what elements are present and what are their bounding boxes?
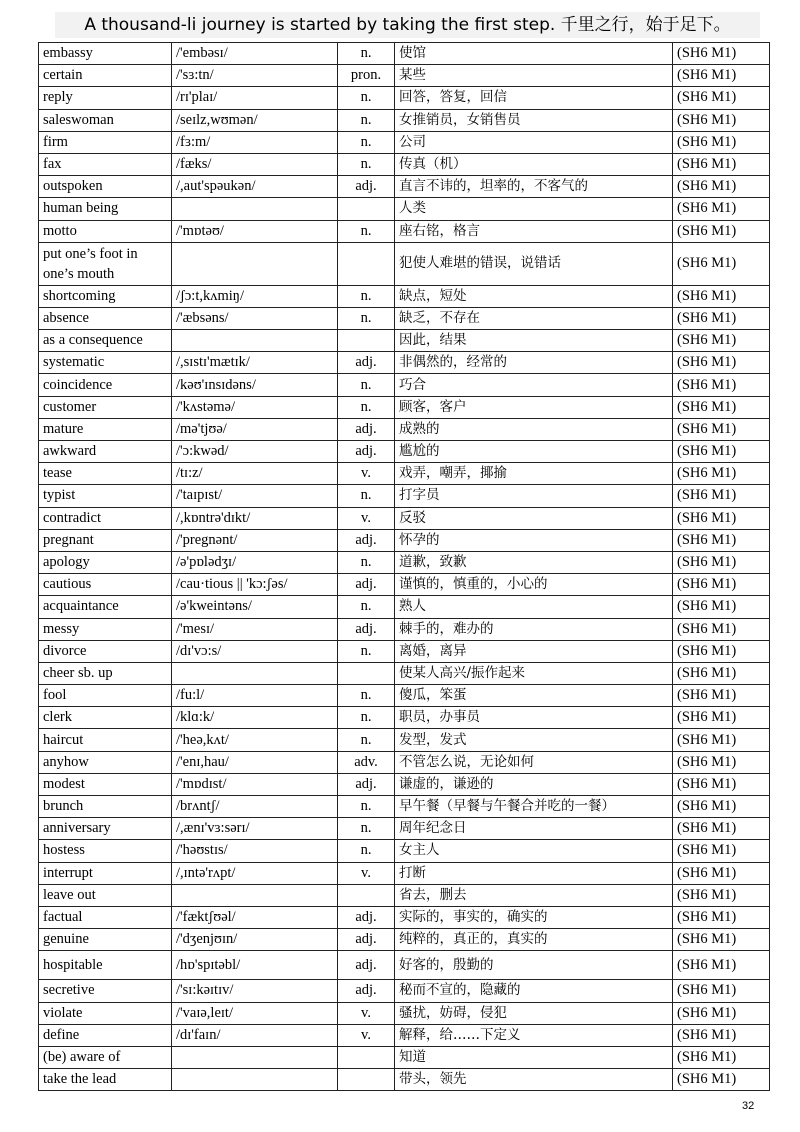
chinese-meaning-cell: 解释，给……下定义 bbox=[395, 1024, 673, 1046]
table-row bbox=[39, 418, 770, 440]
phonetic-cell: /fu:l/ bbox=[172, 685, 338, 707]
phonetic-cell: /ə'pɒlədʒɪ/ bbox=[172, 551, 338, 573]
part-of-speech-cell: adj. bbox=[338, 529, 395, 551]
chinese-meaning-cell: 人类 bbox=[395, 198, 673, 220]
table-row bbox=[39, 951, 770, 980]
part-of-speech-cell: adj. bbox=[338, 418, 395, 440]
source-cell: (SH6 M1) bbox=[673, 485, 770, 507]
source-cell: (SH6 M1) bbox=[673, 1069, 770, 1091]
part-of-speech-cell: v. bbox=[338, 1024, 395, 1046]
source-cell: (SH6 M1) bbox=[673, 618, 770, 640]
table-row bbox=[39, 551, 770, 573]
source-cell: (SH6 M1) bbox=[673, 507, 770, 529]
part-of-speech-cell: n. bbox=[338, 485, 395, 507]
chinese-meaning-cell: 座右铭，格言 bbox=[395, 220, 673, 242]
part-of-speech-cell: n. bbox=[338, 396, 395, 418]
part-of-speech-cell: v. bbox=[338, 463, 395, 485]
source-cell: (SH6 M1) bbox=[673, 1002, 770, 1024]
phonetic-cell bbox=[172, 1069, 338, 1091]
phonetic-cell bbox=[172, 330, 338, 352]
chinese-meaning-cell: 戏弄，嘲弄，揶揄 bbox=[395, 463, 673, 485]
part-of-speech-cell: n. bbox=[338, 87, 395, 109]
source-cell: (SH6 M1) bbox=[673, 285, 770, 307]
chinese-meaning-cell: 成熟的 bbox=[395, 418, 673, 440]
page-number: 32 bbox=[742, 1100, 755, 1112]
phonetic-cell: /cau·tious || 'kɔ:ʃəs/ bbox=[172, 574, 338, 596]
part-of-speech-cell bbox=[338, 1069, 395, 1091]
chinese-meaning-cell: 好客的，殷勤的 bbox=[395, 951, 673, 980]
source-cell: (SH6 M1) bbox=[673, 796, 770, 818]
part-of-speech-cell bbox=[338, 1046, 395, 1068]
word-cell: secretive bbox=[39, 980, 172, 1002]
word-cell: acquaintance bbox=[39, 596, 172, 618]
table-row bbox=[39, 685, 770, 707]
table-row bbox=[39, 153, 770, 175]
source-cell: (SH6 M1) bbox=[673, 929, 770, 951]
source-cell: (SH6 M1) bbox=[673, 242, 770, 285]
table-row bbox=[39, 131, 770, 153]
source-cell: (SH6 M1) bbox=[673, 109, 770, 131]
word-cell: leave out bbox=[39, 884, 172, 906]
phonetic-cell: /mə'tjʊə/ bbox=[172, 418, 338, 440]
word-cell: take the lead bbox=[39, 1069, 172, 1091]
table-row bbox=[39, 485, 770, 507]
source-cell: (SH6 M1) bbox=[673, 951, 770, 980]
word-cell: tease bbox=[39, 463, 172, 485]
chinese-meaning-cell: 回答，答复，回信 bbox=[395, 87, 673, 109]
source-cell: (SH6 M1) bbox=[673, 862, 770, 884]
part-of-speech-cell: n. bbox=[338, 285, 395, 307]
chinese-meaning-cell: 傻瓜，笨蛋 bbox=[395, 685, 673, 707]
table-row bbox=[39, 463, 770, 485]
table-row bbox=[39, 640, 770, 662]
chinese-meaning-cell: 秘而不宣的，隐藏的 bbox=[395, 980, 673, 1002]
chinese-meaning-cell: 打字员 bbox=[395, 485, 673, 507]
part-of-speech-cell: v. bbox=[338, 862, 395, 884]
phonetic-cell: /'dʒenjʊɪn/ bbox=[172, 929, 338, 951]
part-of-speech-cell: n. bbox=[338, 109, 395, 131]
word-cell: modest bbox=[39, 773, 172, 795]
table-row bbox=[39, 330, 770, 352]
chinese-meaning-cell: 纯粹的，真正的，真实的 bbox=[395, 929, 673, 951]
source-cell: (SH6 M1) bbox=[673, 884, 770, 906]
phonetic-cell: /'mɒtəʊ/ bbox=[172, 220, 338, 242]
word-cell: shortcoming bbox=[39, 285, 172, 307]
phonetic-cell bbox=[172, 1046, 338, 1068]
chinese-meaning-cell: 反驳 bbox=[395, 507, 673, 529]
word-cell: typist bbox=[39, 485, 172, 507]
part-of-speech-cell: adj. bbox=[338, 441, 395, 463]
word-cell: haircut bbox=[39, 729, 172, 751]
phonetic-cell bbox=[172, 242, 338, 285]
part-of-speech-cell: n. bbox=[338, 796, 395, 818]
phonetic-cell: /'vaɪə,leɪt/ bbox=[172, 1002, 338, 1024]
word-cell: pregnant bbox=[39, 529, 172, 551]
word-cell: put one’s foot in one’s mouth bbox=[39, 242, 172, 285]
phonetic-cell: /brʌntʃ/ bbox=[172, 796, 338, 818]
word-cell: violate bbox=[39, 1002, 172, 1024]
table-row bbox=[39, 176, 770, 198]
word-cell: systematic bbox=[39, 352, 172, 374]
phonetic-cell: /'pregnənt/ bbox=[172, 529, 338, 551]
chinese-meaning-cell: 顾客，客户 bbox=[395, 396, 673, 418]
word-cell: divorce bbox=[39, 640, 172, 662]
part-of-speech-cell: adj. bbox=[338, 176, 395, 198]
source-cell: (SH6 M1) bbox=[673, 307, 770, 329]
chinese-meaning-cell: 某些 bbox=[395, 65, 673, 87]
source-cell: (SH6 M1) bbox=[673, 1046, 770, 1068]
table-row bbox=[39, 574, 770, 596]
part-of-speech-cell bbox=[338, 330, 395, 352]
source-cell: (SH6 M1) bbox=[673, 198, 770, 220]
word-cell: embassy bbox=[39, 43, 172, 65]
table-row bbox=[39, 884, 770, 906]
table-row bbox=[39, 198, 770, 220]
phonetic-cell: /fæks/ bbox=[172, 153, 338, 175]
part-of-speech-cell bbox=[338, 884, 395, 906]
word-cell: certain bbox=[39, 65, 172, 87]
part-of-speech-cell: n. bbox=[338, 596, 395, 618]
part-of-speech-cell bbox=[338, 198, 395, 220]
phonetic-cell: /,aut'spəukən/ bbox=[172, 176, 338, 198]
table-row bbox=[39, 707, 770, 729]
phonetic-cell: /'embəsɪ/ bbox=[172, 43, 338, 65]
chinese-meaning-cell: 周年纪念日 bbox=[395, 818, 673, 840]
part-of-speech-cell: adj. bbox=[338, 618, 395, 640]
phonetic-cell: /'sɪ:kəɪtɪv/ bbox=[172, 980, 338, 1002]
source-cell: (SH6 M1) bbox=[673, 707, 770, 729]
table-row bbox=[39, 65, 770, 87]
chinese-meaning-cell: 道歉，致歉 bbox=[395, 551, 673, 573]
source-cell: (SH6 M1) bbox=[673, 685, 770, 707]
word-cell: absence bbox=[39, 307, 172, 329]
part-of-speech-cell: adj. bbox=[338, 951, 395, 980]
part-of-speech-cell bbox=[338, 242, 395, 285]
phonetic-cell: /ə'kweintəns/ bbox=[172, 596, 338, 618]
source-cell: (SH6 M1) bbox=[673, 529, 770, 551]
part-of-speech-cell: n. bbox=[338, 131, 395, 153]
part-of-speech-cell: v. bbox=[338, 1002, 395, 1024]
word-cell: outspoken bbox=[39, 176, 172, 198]
chinese-meaning-cell: 离婚，离异 bbox=[395, 640, 673, 662]
part-of-speech-cell: n. bbox=[338, 43, 395, 65]
source-cell: (SH6 M1) bbox=[673, 596, 770, 618]
source-cell: (SH6 M1) bbox=[673, 43, 770, 65]
source-cell: (SH6 M1) bbox=[673, 131, 770, 153]
word-cell: coincidence bbox=[39, 374, 172, 396]
chinese-meaning-cell: 职员，办事员 bbox=[395, 707, 673, 729]
phonetic-cell: /'ɔ:kwəd/ bbox=[172, 441, 338, 463]
word-cell: motto bbox=[39, 220, 172, 242]
phonetic-cell: /,sɪstɪ'mætɪk/ bbox=[172, 352, 338, 374]
word-cell: brunch bbox=[39, 796, 172, 818]
phonetic-cell: /,ænɪ'vɜ:sərɪ/ bbox=[172, 818, 338, 840]
phonetic-cell bbox=[172, 198, 338, 220]
chinese-meaning-cell: 带头，领先 bbox=[395, 1069, 673, 1091]
chinese-meaning-cell: 怀孕的 bbox=[395, 529, 673, 551]
part-of-speech-cell: adj. bbox=[338, 929, 395, 951]
word-cell: interrupt bbox=[39, 862, 172, 884]
table-row bbox=[39, 596, 770, 618]
source-cell: (SH6 M1) bbox=[673, 818, 770, 840]
phonetic-cell: /klɑ:k/ bbox=[172, 707, 338, 729]
part-of-speech-cell: n. bbox=[338, 307, 395, 329]
chinese-meaning-cell: 因此，结果 bbox=[395, 330, 673, 352]
page-header: A thousand-li journey is started by taking the first step. 千里之行，始于足下。 bbox=[55, 12, 760, 38]
chinese-meaning-cell: 熟人 bbox=[395, 596, 673, 618]
table-row bbox=[39, 1002, 770, 1024]
chinese-meaning-cell: 知道 bbox=[395, 1046, 673, 1068]
word-cell: factual bbox=[39, 906, 172, 928]
word-cell: anyhow bbox=[39, 751, 172, 773]
part-of-speech-cell: adj. bbox=[338, 773, 395, 795]
table-row bbox=[39, 662, 770, 684]
table-row bbox=[39, 729, 770, 751]
source-cell: (SH6 M1) bbox=[673, 840, 770, 862]
table-row bbox=[39, 87, 770, 109]
table-row bbox=[39, 242, 770, 285]
phonetic-cell: /dɪ'vɔ:s/ bbox=[172, 640, 338, 662]
word-cell: hostess bbox=[39, 840, 172, 862]
table-row bbox=[39, 906, 770, 928]
chinese-meaning-cell: 谨慎的，慎重的，小心的 bbox=[395, 574, 673, 596]
source-cell: (SH6 M1) bbox=[673, 662, 770, 684]
chinese-meaning-cell: 缺乏，不存在 bbox=[395, 307, 673, 329]
source-cell: (SH6 M1) bbox=[673, 773, 770, 795]
phonetic-cell: /hɒ'spɪtəbl/ bbox=[172, 951, 338, 980]
part-of-speech-cell: n. bbox=[338, 707, 395, 729]
chinese-meaning-cell: 发型，发式 bbox=[395, 729, 673, 751]
phonetic-cell: /dɪ'faɪn/ bbox=[172, 1024, 338, 1046]
source-cell: (SH6 M1) bbox=[673, 980, 770, 1002]
phonetic-cell: /ʃɔ:t,kʌmiŋ/ bbox=[172, 285, 338, 307]
word-cell: mature bbox=[39, 418, 172, 440]
part-of-speech-cell: n. bbox=[338, 818, 395, 840]
table-row bbox=[39, 352, 770, 374]
table-row bbox=[39, 396, 770, 418]
chinese-meaning-cell: 实际的，事实的，确实的 bbox=[395, 906, 673, 928]
chinese-meaning-cell: 女主人 bbox=[395, 840, 673, 862]
part-of-speech-cell: n. bbox=[338, 374, 395, 396]
table-row bbox=[39, 751, 770, 773]
part-of-speech-cell: adj. bbox=[338, 980, 395, 1002]
word-cell: as a consequence bbox=[39, 330, 172, 352]
part-of-speech-cell: adj. bbox=[338, 352, 395, 374]
table-row bbox=[39, 507, 770, 529]
phonetic-cell: /kəʊ'ɪnsɪdəns/ bbox=[172, 374, 338, 396]
source-cell: (SH6 M1) bbox=[673, 65, 770, 87]
word-cell: cautious bbox=[39, 574, 172, 596]
part-of-speech-cell bbox=[338, 662, 395, 684]
phonetic-cell: /tɪ:z/ bbox=[172, 463, 338, 485]
phonetic-cell: /'mɒdɪst/ bbox=[172, 773, 338, 795]
source-cell: (SH6 M1) bbox=[673, 551, 770, 573]
phonetic-cell: /'həʊstɪs/ bbox=[172, 840, 338, 862]
chinese-meaning-cell: 犯使人难堪的错误，说错话 bbox=[395, 242, 673, 285]
word-cell: customer bbox=[39, 396, 172, 418]
phonetic-cell: /seɪlz,wʊmən/ bbox=[172, 109, 338, 131]
phonetic-cell bbox=[172, 662, 338, 684]
vocabulary-table bbox=[38, 42, 770, 1091]
table-row bbox=[39, 862, 770, 884]
part-of-speech-cell: n. bbox=[338, 551, 395, 573]
source-cell: (SH6 M1) bbox=[673, 220, 770, 242]
source-cell: (SH6 M1) bbox=[673, 352, 770, 374]
source-cell: (SH6 M1) bbox=[673, 441, 770, 463]
table-row bbox=[39, 1024, 770, 1046]
table-row bbox=[39, 796, 770, 818]
part-of-speech-cell: n. bbox=[338, 220, 395, 242]
word-cell: apology bbox=[39, 551, 172, 573]
source-cell: (SH6 M1) bbox=[673, 751, 770, 773]
source-cell: (SH6 M1) bbox=[673, 729, 770, 751]
word-cell: hospitable bbox=[39, 951, 172, 980]
chinese-meaning-cell: 打断 bbox=[395, 862, 673, 884]
chinese-meaning-cell: 巧合 bbox=[395, 374, 673, 396]
word-cell: anniversary bbox=[39, 818, 172, 840]
source-cell: (SH6 M1) bbox=[673, 1024, 770, 1046]
chinese-meaning-cell: 使馆 bbox=[395, 43, 673, 65]
phonetic-cell: /'æbsəns/ bbox=[172, 307, 338, 329]
phonetic-cell: /'heə,kʌt/ bbox=[172, 729, 338, 751]
source-cell: (SH6 M1) bbox=[673, 574, 770, 596]
chinese-meaning-cell: 早午餐（早餐与午餐合并吃的一餐） bbox=[395, 796, 673, 818]
table-row bbox=[39, 109, 770, 131]
chinese-meaning-cell: 使某人高兴/振作起来 bbox=[395, 662, 673, 684]
chinese-meaning-cell: 直言不讳的，坦率的，不客气的 bbox=[395, 176, 673, 198]
part-of-speech-cell: adv. bbox=[338, 751, 395, 773]
chinese-meaning-cell: 骚扰，妨碍，侵犯 bbox=[395, 1002, 673, 1024]
word-cell: define bbox=[39, 1024, 172, 1046]
table-row bbox=[39, 1046, 770, 1068]
phonetic-cell: /'enɪ,hau/ bbox=[172, 751, 338, 773]
chinese-meaning-cell: 非偶然的，经常的 bbox=[395, 352, 673, 374]
table-row bbox=[39, 840, 770, 862]
phonetic-cell: /'taɪpɪst/ bbox=[172, 485, 338, 507]
word-cell: fool bbox=[39, 685, 172, 707]
part-of-speech-cell: v. bbox=[338, 507, 395, 529]
table-row bbox=[39, 773, 770, 795]
table-row bbox=[39, 441, 770, 463]
source-cell: (SH6 M1) bbox=[673, 153, 770, 175]
word-cell: firm bbox=[39, 131, 172, 153]
word-cell: reply bbox=[39, 87, 172, 109]
vocabulary-table-body bbox=[39, 43, 770, 1091]
table-row bbox=[39, 220, 770, 242]
table-row bbox=[39, 285, 770, 307]
part-of-speech-cell: n. bbox=[338, 153, 395, 175]
word-cell: saleswoman bbox=[39, 109, 172, 131]
table-row bbox=[39, 1069, 770, 1091]
phonetic-cell: /rɪ'plaɪ/ bbox=[172, 87, 338, 109]
source-cell: (SH6 M1) bbox=[673, 396, 770, 418]
source-cell: (SH6 M1) bbox=[673, 640, 770, 662]
word-cell: contradict bbox=[39, 507, 172, 529]
part-of-speech-cell: n. bbox=[338, 640, 395, 662]
part-of-speech-cell: adj. bbox=[338, 574, 395, 596]
chinese-meaning-cell: 公司 bbox=[395, 131, 673, 153]
table-row bbox=[39, 374, 770, 396]
word-cell: human being bbox=[39, 198, 172, 220]
phonetic-cell bbox=[172, 884, 338, 906]
part-of-speech-cell: n. bbox=[338, 840, 395, 862]
source-cell: (SH6 M1) bbox=[673, 906, 770, 928]
chinese-meaning-cell: 省去，删去 bbox=[395, 884, 673, 906]
word-cell: (be) aware of bbox=[39, 1046, 172, 1068]
word-cell: fax bbox=[39, 153, 172, 175]
source-cell: (SH6 M1) bbox=[673, 87, 770, 109]
word-cell: genuine bbox=[39, 929, 172, 951]
chinese-meaning-cell: 不管怎么说，无论如何 bbox=[395, 751, 673, 773]
part-of-speech-cell: adj. bbox=[338, 906, 395, 928]
table-row bbox=[39, 929, 770, 951]
table-row bbox=[39, 307, 770, 329]
word-cell: messy bbox=[39, 618, 172, 640]
phonetic-cell: /'fæktʃʊəl/ bbox=[172, 906, 338, 928]
chinese-meaning-cell: 女推销员，女销售员 bbox=[395, 109, 673, 131]
part-of-speech-cell: n. bbox=[338, 685, 395, 707]
phonetic-cell: /'sɜ:tn/ bbox=[172, 65, 338, 87]
source-cell: (SH6 M1) bbox=[673, 374, 770, 396]
table-row bbox=[39, 818, 770, 840]
chinese-meaning-cell: 谦虚的，谦逊的 bbox=[395, 773, 673, 795]
source-cell: (SH6 M1) bbox=[673, 463, 770, 485]
source-cell: (SH6 M1) bbox=[673, 418, 770, 440]
word-cell: cheer sb. up bbox=[39, 662, 172, 684]
chinese-meaning-cell: 缺点，短处 bbox=[395, 285, 673, 307]
chinese-meaning-cell: 棘手的，难办的 bbox=[395, 618, 673, 640]
table-row bbox=[39, 529, 770, 551]
table-row bbox=[39, 43, 770, 65]
part-of-speech-cell: n. bbox=[338, 729, 395, 751]
phonetic-cell: /'kʌstəmə/ bbox=[172, 396, 338, 418]
source-cell: (SH6 M1) bbox=[673, 330, 770, 352]
phonetic-cell: /'mesɪ/ bbox=[172, 618, 338, 640]
chinese-meaning-cell: 传真（机） bbox=[395, 153, 673, 175]
chinese-meaning-cell: 尴尬的 bbox=[395, 441, 673, 463]
source-cell: (SH6 M1) bbox=[673, 176, 770, 198]
phonetic-cell: /,ɪntə'rʌpt/ bbox=[172, 862, 338, 884]
phonetic-cell: /,kɒntrə'dɪkt/ bbox=[172, 507, 338, 529]
phonetic-cell: /fɜ:m/ bbox=[172, 131, 338, 153]
table-row bbox=[39, 618, 770, 640]
word-cell: clerk bbox=[39, 707, 172, 729]
part-of-speech-cell: pron. bbox=[338, 65, 395, 87]
word-cell: awkward bbox=[39, 441, 172, 463]
table-row bbox=[39, 980, 770, 1002]
